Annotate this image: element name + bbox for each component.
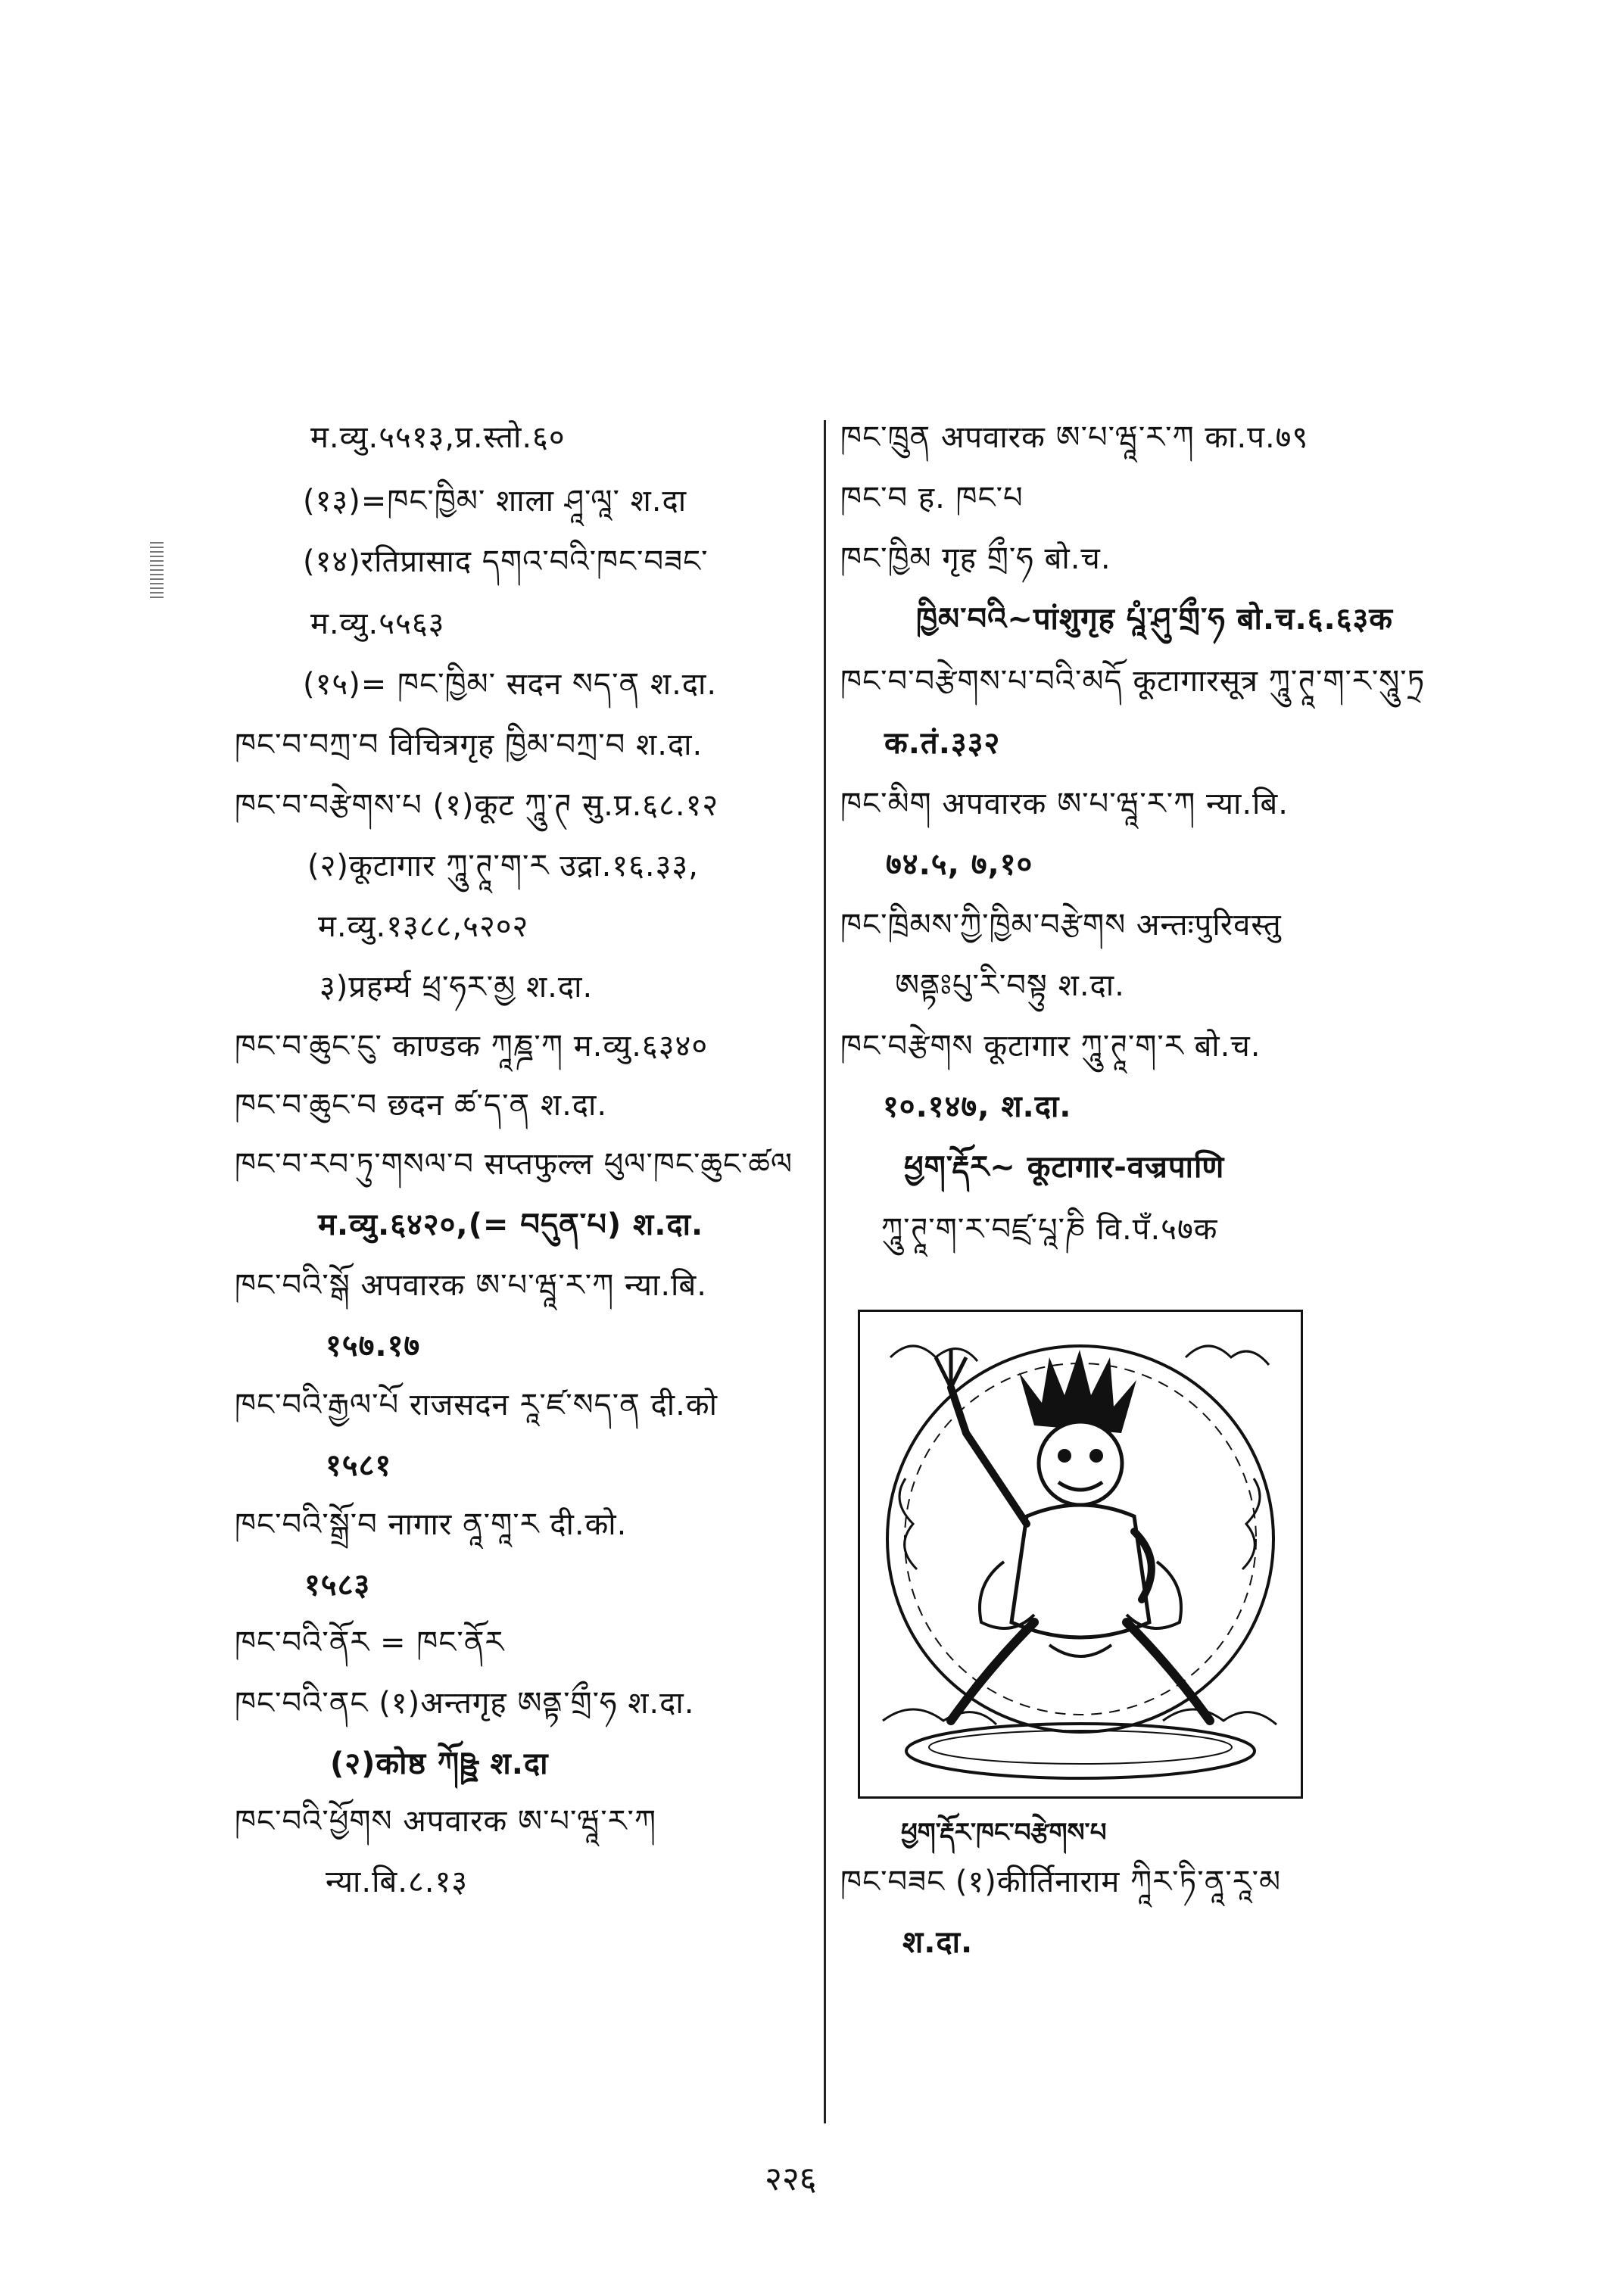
entry-line: म.व्यु.१३८८,५२०२ [318,909,529,944]
entry-line: ཁང་བའི་ནང (१)अन्तगृह ཨནྟ་གྲྀ་ཧ श.दा. [235,1686,695,1721]
entry-line: १५८१ [326,1448,392,1483]
entry-line: (१३)=ཁང་ཁྱིམ་ शाला ཤཱ་ལཱ་ श.दा [303,484,687,519]
entry-line: म.व्यु.५५१३,प्र.स्तो.६० [310,420,566,455]
entry-line: ཁང་བའི་སྒོ अपवारक ཨ་པ་ཝཱ་ར་ཀ न्या.बि. [235,1268,707,1303]
entry-line: ཀཱུ་ཊཱ་ག་ར་བཛྲ་པཱ་ཎི वि.पँ.५७क [881,1212,1218,1247]
entry-line: ཁང་ཁྲིམས་ཀྱི་ཁྱིམ་བརྩེགས अन्तःपुरिवस्तु [840,908,1282,942]
entry-line: ཨནྟཿཔུ་རི་བསྟུ श.दा. [895,968,1125,1003]
entry-line: ཁང་བ་ཆུང་ངུ་ काण्डक ཀཱཎྜ་ཀ म.व्यु.६३४० [235,1029,709,1064]
entry-line: ७४.५, ७,१० [886,847,1033,882]
entry-line: न्या.बि.८.१३ [326,1865,469,1899]
entry-line: ཁང་བའི་ཕྱོགས अपवारक ཨ་པ་ཝཱ་ར་ཀ [235,1804,657,1839]
entry-line: ३)प्रहर्म्य ཕྲ་ཧར་མྱ श.दा. [320,970,594,1005]
entry-line: क.तं.३३२ [884,726,1001,761]
entry-line: म.व्यु.६४२०,(= བདུན་པ) श.दा. [318,1207,704,1242]
entry-line: १५८३ [304,1568,371,1603]
entry-line: (१४)रतिप्रासाद དགའ་བའི་ཁང་བཟང་ [303,544,709,579]
entry-line: ཁང་བ ह. ཁང་པ [840,481,1024,516]
deity-drawing [860,1312,1301,1796]
entry-line: ཁང་མིག अपवारक ཨ་པ་ཝཱ་ར་ཀ न्या.बि. [840,787,1289,821]
margin-tick-marks [150,542,164,598]
entry-line: श.दा. [902,1925,974,1960]
entry-line: ཁང་བའི་སྒྲོ་བ नागार ནཱ་གཱ་ར दी.को. [235,1507,628,1542]
entry-line: (१५)= ཁང་ཁྱིམ་ सदन སད་ན श.दा. [303,667,718,702]
entry-line: ཕྱག་རྡོར~ कूटागार-वज्रपाणि [904,1150,1225,1185]
entry-line: ཁང་བརྩེགས कूटागार ཀཱུ་ཊཱ་ག་ར बो.च. [840,1029,1261,1064]
entry-line: ཁང་བ་བརྩེགས་པ (१)कूट ཀཱུ་ཊ सु.प्र.६८.१२ [235,788,719,823]
vajrapani-illustration [858,1310,1303,1799]
entry-line: ཁང་ཁྲུན अपवारक ཨ་པ་ཝཱ་ར་ཀ का.प.७९ [840,420,1309,455]
figure-caption: ཕྱག་རྡོར་ཁང་བརྩེགས་པ [901,1818,1107,1848]
entry-line: ཁང་ཁྱིམ गृह གྲྀ་ཧ बो.च. [840,541,1111,576]
entry-line: (२)कोष्ठ ཀོཥྛ श.दा [330,1746,549,1781]
column-divider [824,420,826,2123]
entry-line: ཁང་བ་རབ་ཏུ་གསལ་བ सप्तफुल्ल ཕུལ་ཁང་ཆུང་ཚལ [235,1147,793,1182]
entry-line: १०.१४७, श.दा. [883,1089,1072,1124]
entry-line: ཁང་བཟང (१)कीर्तिनाराम ཀཱིར་ཏི་ནཱ་རཱ་མ [840,1865,1282,1899]
entry-line: ཁང་བ་ཆུང་བ छदन ཚ་ད་ན श.दा. [235,1088,608,1123]
entry-line: १५७.१७ [326,1329,421,1363]
entry-line: ཁྱིམ་བའི~पांशुगृह པཱཾ་ཤུ་གྲྀ་ཧ बो.च.६.६३क [916,602,1393,637]
page-number: २२६ [765,2160,817,2198]
entry-line: म.व्यु.५५६३ [310,606,445,641]
entry-line: (२)कूटागार ཀཱུ་ཊཱ་ག་ར उद्रा.१६.३३, [307,849,699,883]
entry-line: ཁང་བའི་ནོར = ཁང་ནོར [235,1625,505,1660]
entry-line: ཁང་བ་བརྩེགས་པ་བའི་མདོ कूटागारसूत्र ཀཱུ་ཊཱ་ག་ར་སཱུ་ཏྲ [840,664,1426,699]
entry-line: ཁང་བ་བཀྲ་བ विचित्रगृह ཁྱིམ་བཀྲ་བ श.दा. [235,727,703,762]
entry-line: ཁང་བའི་རྒྱལ་པོ राजसदन རཱ་ཛ་སད་ན दी.को [235,1388,718,1422]
